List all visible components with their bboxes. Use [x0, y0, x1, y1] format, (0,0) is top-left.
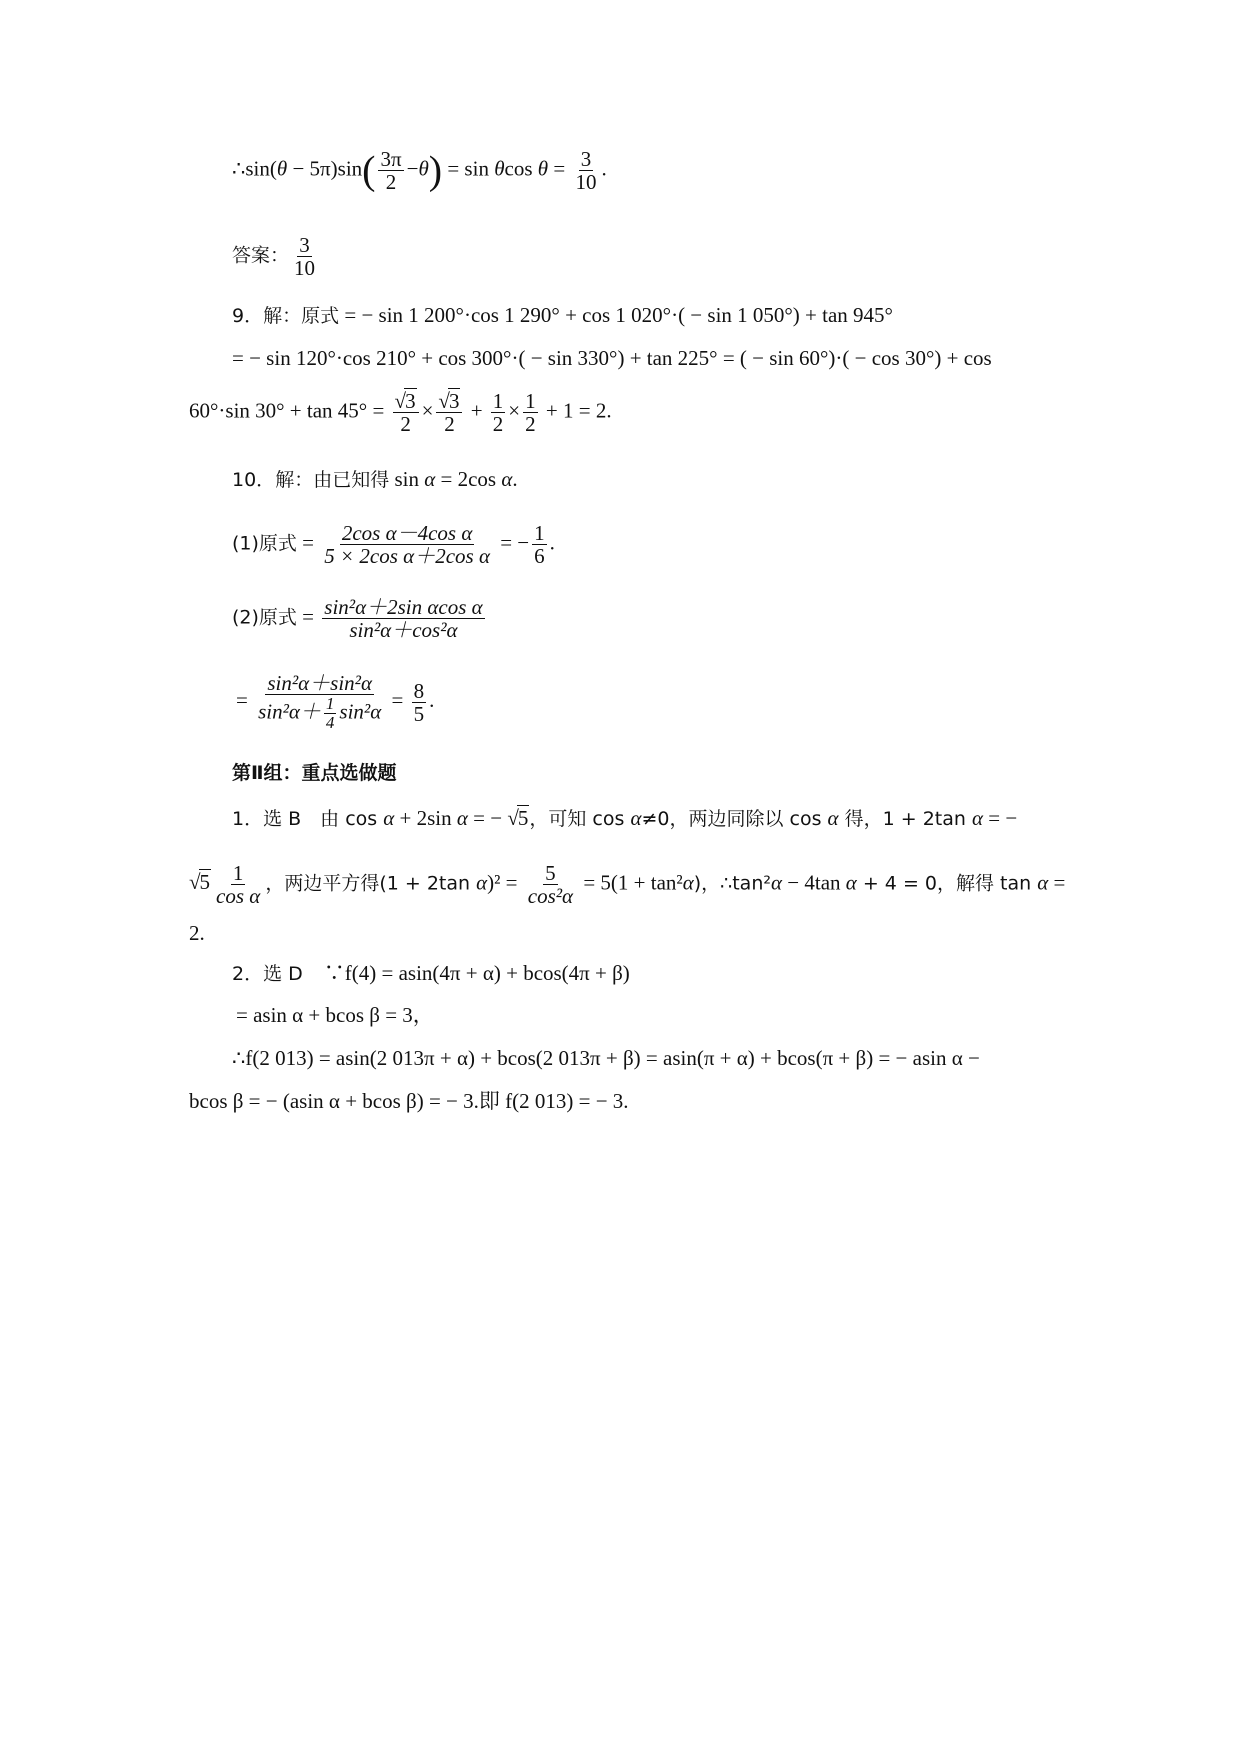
expr-text: − 4tan [782, 870, 846, 895]
solution-label: 解：原式 [263, 305, 340, 327]
plus-sign: + [465, 398, 488, 423]
fraction-numerator: 1 [492, 389, 504, 413]
fraction-expression [322, 596, 484, 641]
fraction-denominator: sin²α＋cos²α [349, 618, 458, 642]
q10-line-1 [232, 466, 518, 493]
fraction-denominator: 5 [413, 701, 425, 726]
fraction-denominator: 2 [492, 412, 504, 436]
s2-line-1 [232, 960, 630, 987]
question-number: 1．选 B [232, 808, 302, 830]
part-label: (1)原式 [232, 532, 297, 555]
s2-line-4: bcos β = − (asin α + bcos β) = − 3.即 f(2 013) = − 3. [189, 1089, 629, 1113]
fraction-numerator [436, 390, 462, 413]
expr-text: = [296, 604, 320, 629]
expr-text: sin( [245, 156, 277, 181]
alpha: α [383, 806, 395, 830]
fraction-1-cos [214, 862, 262, 907]
radicand: 5 [517, 806, 529, 830]
radicand: 3 [405, 389, 416, 413]
fraction-denominator: 2 [385, 170, 397, 194]
answer-fraction [292, 234, 317, 279]
sqrt-sign: √3 [394, 389, 416, 413]
period: . [601, 156, 607, 181]
fraction-expression [256, 672, 383, 732]
fraction-numerator: 1 [525, 389, 536, 413]
expr-text: = − sin 120°·cos 210° + cos 300°·( − sin 330°) + tan 225° = ( − sin 60°)·( − cos 30°) + cos [232, 346, 992, 370]
s2-line-3: ∴f(2 013) = asin(2 013π + α) + bcos(2 013π + β) = asin(π + α) + bcos(π + β) = − asin α − [232, 1046, 980, 1070]
fraction-numerator: 1 [232, 861, 244, 885]
s1-line-1 [232, 805, 1017, 832]
fraction-1-2 [491, 390, 506, 435]
fraction-denominator: 10 [294, 256, 316, 280]
expr-text: = 5(1 + tan² [578, 870, 683, 895]
right-paren: ) [428, 147, 443, 193]
expr-text: + 2sin [394, 806, 457, 830]
q10-part1-line [232, 522, 555, 567]
fraction-expression [322, 522, 492, 567]
alpha: α [682, 870, 694, 895]
therefore-symbol: ∴ [232, 156, 246, 181]
fraction-3pi-2 [378, 148, 403, 193]
fraction-numerator: sin²α＋2sin αcos α [324, 595, 483, 619]
expr-text: 得，1 + 2tan [838, 808, 972, 830]
alpha: α [476, 870, 488, 895]
expr-text: = − [467, 806, 508, 830]
fraction-sqrt3-2 [436, 390, 462, 435]
fraction-1-2 [523, 390, 538, 435]
expr-text: cos [504, 156, 538, 181]
fraction-numerator: 2cos α－4cos α [341, 521, 473, 545]
expr-text: = sin [442, 156, 495, 181]
expr-text: ，可知 cos [529, 808, 631, 830]
alpha: α [971, 806, 983, 830]
expr-text: )² = [487, 870, 523, 895]
fraction-denominator: 6 [534, 544, 545, 568]
fraction-numerator: sin²α＋sin²α [267, 671, 372, 695]
fraction-numerator: 8 [413, 678, 425, 703]
radicand: 5 [199, 870, 211, 895]
expr-text: = 2cos [435, 467, 502, 491]
alpha: α [845, 870, 857, 895]
fraction-denominator: 2 [525, 412, 536, 436]
alpha: α [771, 870, 783, 895]
expr-text: ∵f(4) = asin(4π + α) + bcos(4π + β) [302, 961, 630, 985]
q9-line-2 [232, 345, 992, 371]
q9-line-1 [232, 302, 893, 329]
expr-text: + 4 = 0，解得 tan [856, 872, 1038, 895]
fraction-1-4 [324, 695, 337, 732]
fraction-denominator: 5 × 2cos α＋2cos α [324, 544, 490, 568]
theta: θ [537, 156, 549, 181]
question-number: 10． [232, 469, 276, 491]
expr-text: sin²α [339, 699, 382, 724]
left-paren: ( [362, 147, 376, 193]
fraction-denominator [256, 695, 383, 732]
expr-text: 由 cos [301, 808, 384, 830]
fraction-numerator: 1 [534, 521, 545, 545]
alpha: α [630, 806, 642, 830]
alpha: α [827, 806, 839, 830]
minus-sign: − [406, 156, 419, 181]
fraction-result [573, 148, 598, 193]
theta: θ [418, 156, 429, 181]
sqrt-sign: √3 [438, 389, 460, 413]
part-label: (2)原式 [232, 606, 297, 629]
q9-line-3 [189, 390, 612, 435]
s2-line-2: = asin α + bcos β = 3， [236, 1003, 434, 1027]
expr-text: ≠0，两边同除以 cos [641, 808, 828, 830]
fraction-denominator: 2 [444, 412, 455, 436]
alpha: α [1037, 870, 1049, 895]
fraction-5-cos2 [526, 862, 575, 907]
fraction-denominator: 2 [400, 412, 411, 436]
fraction-numerator: 3 [299, 233, 310, 257]
expr-text: = [386, 687, 409, 712]
solution-label: 解：由已知得 [275, 469, 390, 491]
expr-text: )，∴tan² [693, 872, 771, 895]
expr-text: = [296, 530, 320, 555]
s1-line-2 [189, 862, 1065, 907]
expr-text: = [548, 156, 571, 181]
question-number: 9． [232, 305, 264, 327]
fraction-numerator: 3 [580, 147, 592, 171]
sqrt-sign: √5 [507, 806, 529, 830]
expr-text: = − [982, 806, 1018, 830]
expr-text: 60°·sin 30° + tan 45° = [189, 398, 390, 423]
fraction-numerator: 1 [325, 694, 335, 713]
alpha: α [424, 467, 436, 491]
times-sign: × [421, 398, 434, 423]
expr-text: − 5π)sin [287, 156, 363, 181]
sqrt-sign: √5 [189, 870, 211, 895]
question-number: 2．选 D [232, 963, 303, 985]
radicand: 3 [448, 389, 460, 413]
fraction-numerator [393, 390, 419, 413]
alpha: α [501, 467, 513, 491]
expr-text: + 1 = 2. [540, 398, 612, 423]
fraction-denominator: 10 [575, 170, 597, 194]
answer-line [232, 234, 320, 279]
fraction-denominator: cos²α [527, 884, 574, 908]
alpha: α [456, 806, 468, 830]
expr-text: sin²α＋ [258, 699, 321, 724]
expr-text: = − sin 1 200°·cos 1 290° + cos 1 020°·( − sin 1 050°) + tan 945° [339, 303, 893, 327]
period: . [512, 467, 518, 491]
expr-text: sin [389, 467, 425, 491]
expr-text: = − [494, 530, 530, 555]
fraction-denominator: cos α [216, 884, 261, 908]
expr-text: = [236, 687, 254, 712]
times-sign: × [508, 398, 521, 423]
q10-part2-line [232, 596, 488, 641]
fraction-8-5 [412, 680, 427, 725]
s1-line-3: 2. [189, 921, 205, 945]
expr-text: = [1048, 870, 1066, 895]
section-heading: 第Ⅱ组：重点选做题 [232, 762, 397, 784]
equation-line-1 [232, 148, 607, 193]
fraction-numerator: 3π [380, 147, 402, 171]
theta: θ [494, 156, 505, 181]
answer-label: 答案： [232, 244, 290, 267]
period: . [429, 687, 435, 712]
fraction-numerator: 5 [545, 861, 556, 885]
theta: θ [276, 156, 288, 181]
fraction-1-6 [532, 522, 547, 567]
fraction-denominator: 4 [325, 713, 335, 732]
period: . [549, 530, 555, 555]
expr-text: ，两边平方得(1 + 2tan [265, 872, 477, 895]
q10-part2-line-2 [236, 672, 434, 732]
fraction-sqrt3-2 [393, 390, 419, 435]
